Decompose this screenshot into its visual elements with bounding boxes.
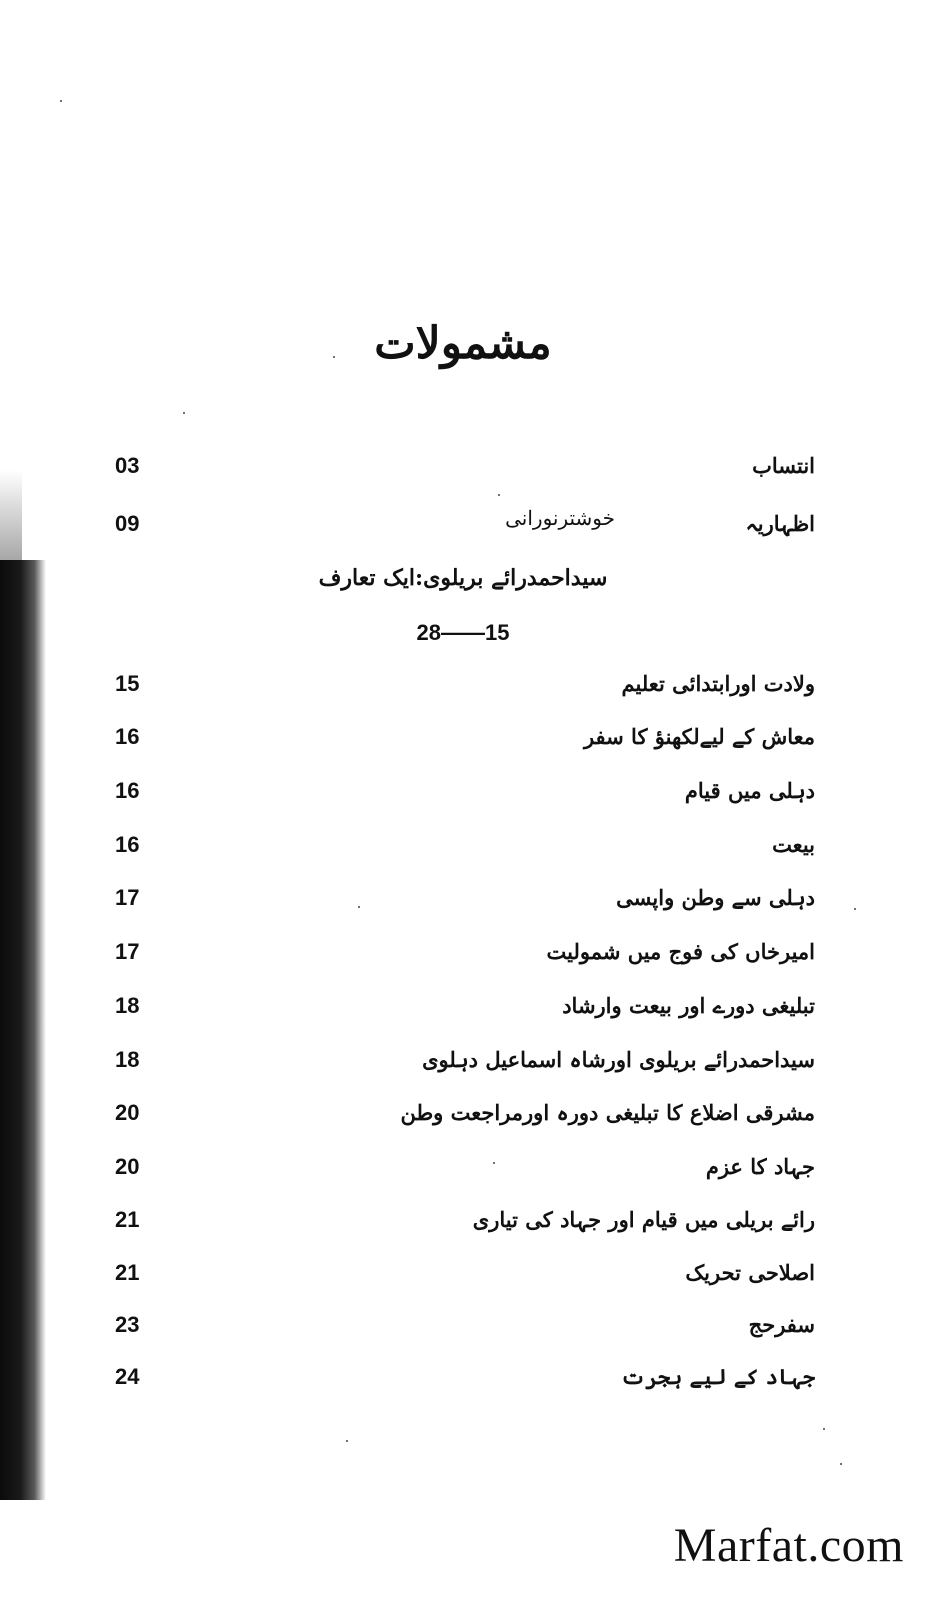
toc-page-number: 21 [115,1260,140,1285]
scan-speck [493,1162,495,1164]
toc-row [115,986,815,1026]
toc-entry-title: بیعت [772,832,815,857]
toc-entry-title: سفرحج [748,1312,815,1337]
scan-speck [498,494,500,496]
scan-speck [840,1463,842,1465]
scan-speck [346,1440,348,1442]
watermark: Marfat.com [673,1519,904,1572]
toc-page-number: 18 [115,993,140,1018]
toc-page-number: 17 [115,885,140,910]
toc-page-number: 03 [115,453,140,478]
scan-speck [183,412,185,414]
toc-entry-title: انتساب [752,453,815,478]
toc-page-number: 20 [115,1100,140,1125]
toc-row [115,1305,815,1345]
toc-page-number: 21 [115,1207,140,1232]
toc-entry-title: تبلیغی دورے اور بیعت وارشاد [562,993,815,1018]
scan-speck [854,908,856,910]
toc-entry-title: جہاد کے لیے ہجرت [620,1364,815,1389]
toc-page-number: 17 [115,939,140,964]
toc-row-dedication [115,446,815,486]
toc-entry-title: جہاد کا عزم [705,1154,815,1179]
toc-row [115,1040,815,1080]
scan-speck [358,906,360,908]
toc-entry-title: دہلی میں قیام [684,778,815,803]
toc-page-number: 16 [115,778,140,803]
page-title: مشمولات [374,318,552,369]
toc-row [115,825,815,865]
toc-entry-title: معاش کے لیےلکھنؤ کا سفر [583,724,815,749]
toc-row [115,771,815,811]
toc-entry-author: خوشترنورانی [505,506,615,530]
scan-speck [333,356,335,358]
toc-page-number: 24 [115,1364,140,1389]
toc-row [115,1093,815,1133]
scan-speck [823,1428,825,1430]
toc-entry-title: اظہاریہ [745,511,815,536]
toc-entry-title: رائے بریلی میں قیام اور جہاد کی تیاری [472,1207,815,1232]
toc-page-number: 15 [115,671,140,696]
toc-row [115,717,815,757]
toc-row [115,932,815,972]
toc-entry-title: مشرقی اضلاع کا تبلیغی دورہ اورمراجعت وطن [400,1100,815,1125]
toc-row [115,1357,815,1397]
scan-speck [60,100,62,102]
toc-row-foreword [115,504,815,544]
toc-entry-title: امیرخاں کی فوج میں شمولیت [546,939,815,964]
toc-entry-title: دہلی سے وطن واپسی [616,885,815,910]
toc-row [115,1147,815,1187]
toc-page-number: 18 [115,1047,140,1072]
toc-page-number: 23 [115,1312,140,1337]
toc-entry-title: اصلاحی تحریک [685,1260,815,1285]
toc-page-number: 16 [115,832,140,857]
toc-row [115,664,815,704]
toc-page-number: 09 [115,511,140,536]
toc-row [115,1200,815,1240]
toc-page-number: 16 [115,724,140,749]
section-page-range: 28——15 [416,620,510,645]
toc-row [115,1253,815,1293]
toc-entry-title: سیداحمدرائے بریلوی اورشاہ اسماعیل دہلوی [422,1047,815,1072]
toc-row [115,878,815,918]
toc-page-number: 20 [115,1154,140,1179]
section-heading: سیداحمدرائے بریلوی:ایک تعارف [318,565,608,591]
toc-entry-title: ولادت اورابتدائی تعلیم [621,671,815,696]
